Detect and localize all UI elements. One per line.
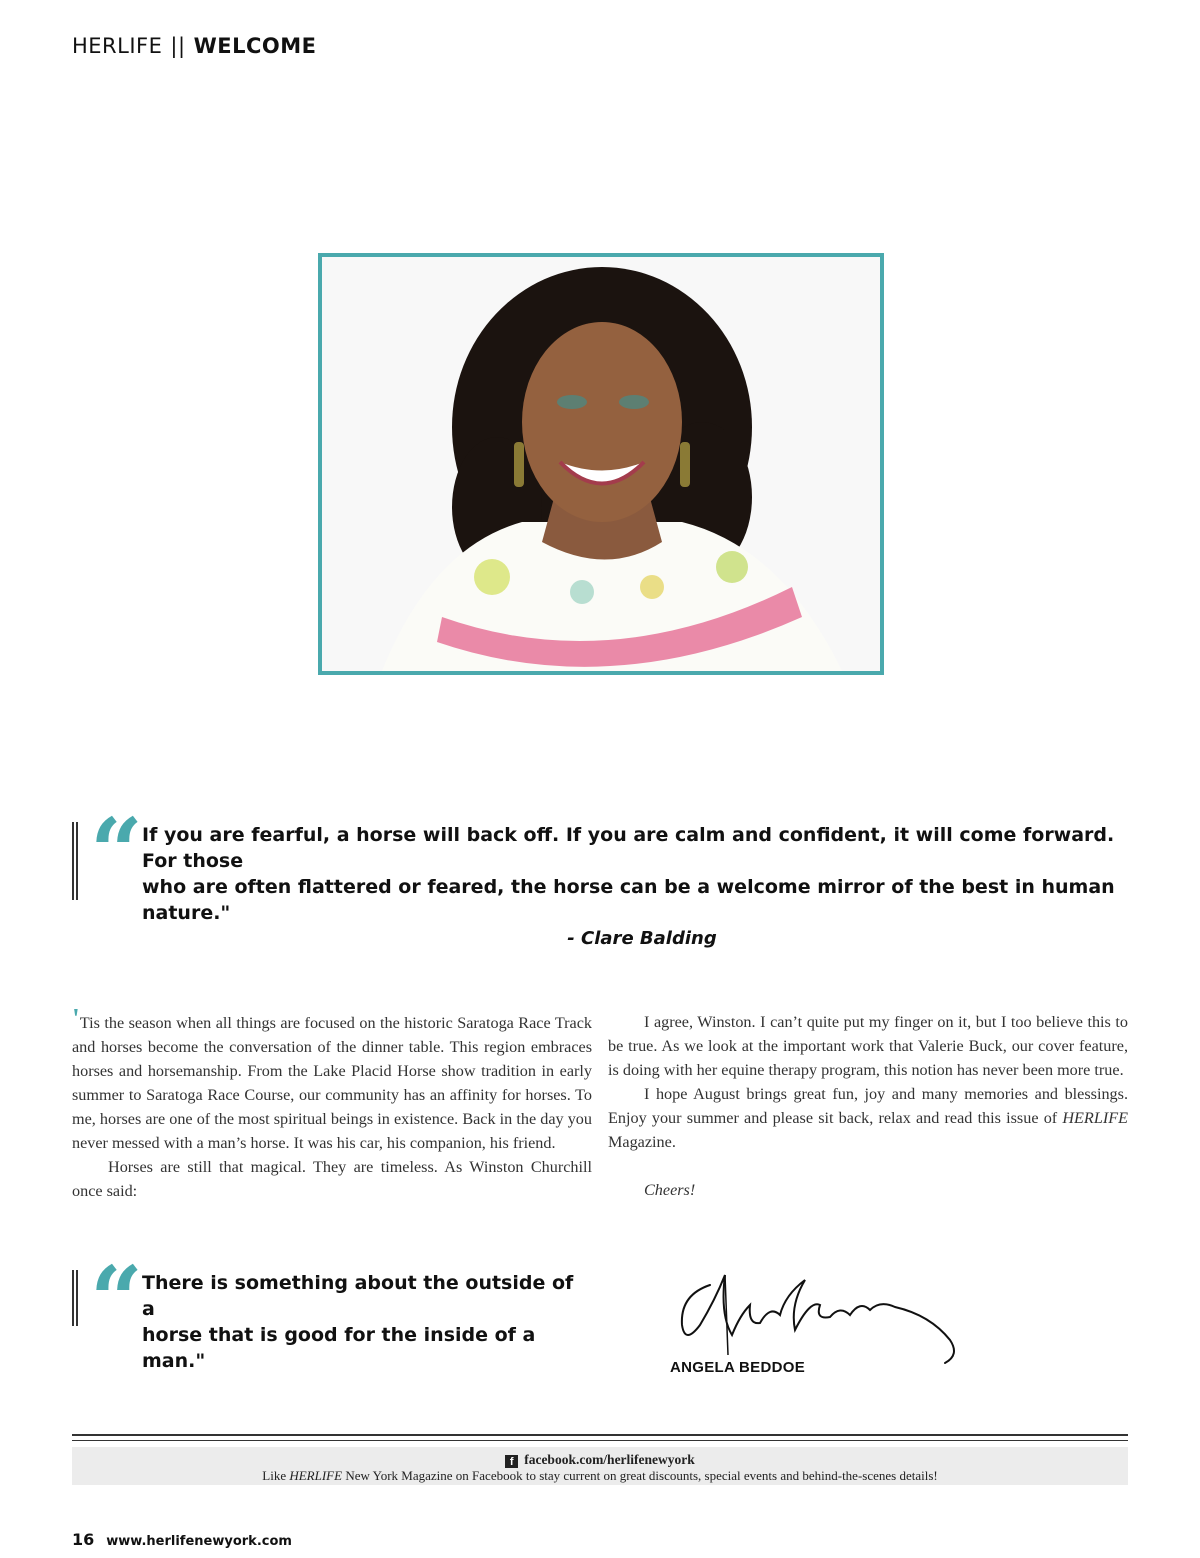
magazine-name-italic: HERLIFE <box>1062 1109 1128 1127</box>
paragraph-text: Tis the season when all things are focused on the historic Saratoga Race Track and horses become the conversation of the dinner table. This region embraces horses and horsemanship. From the Lake Placid Horse show tradition in early summer to Saratoga Race Course, our community has an affinity for horses. To me, horses are one of the most spiritual beings in existence. Back in the day you never messed with a man’s horse. It was his car, his companion, his friend. <box>72 1014 592 1152</box>
handwritten-signature <box>670 1245 970 1370</box>
facebook-line <box>72 1452 1128 1468</box>
section-header <box>72 34 316 58</box>
body-column-right <box>608 1010 1128 1202</box>
promo-text: New York Magazine on Facebook to stay current on great discounts, special events and behind-the-scenes details! <box>342 1468 938 1483</box>
magazine-name: HERLIFE <box>72 34 163 58</box>
editor-portrait-photo <box>318 253 884 675</box>
facebook-promo-text <box>72 1468 1128 1484</box>
quote-line-2: horse that is good for the inside of a man." <box>142 1324 536 1372</box>
quote-line-2: who are often flattered or feared, the horse can be a welcome mirror of the best in human nature." <box>142 876 1115 924</box>
facebook-promo-band <box>72 1447 1128 1485</box>
paragraph-text: I hope August brings great fun, joy and many memories and blessings. Enjoy your summer and please sit back, relax and read this issue of <box>608 1085 1128 1127</box>
quote-author: - Clare Balding <box>567 928 717 949</box>
magazine-name-italic: HERLIFE <box>289 1468 343 1483</box>
section-title: WELCOME <box>193 34 317 58</box>
quote-text <box>142 822 1142 952</box>
quote-rule <box>72 1270 78 1326</box>
drop-cap: ' <box>72 1004 80 1035</box>
page-number: 16 <box>72 1530 95 1549</box>
header-separator: || <box>170 34 186 58</box>
signature-name: ANGELA BEDDOE <box>670 1359 806 1376</box>
body-paragraph: I agree, Winston. I can’t quite put my finger on it, but I too believe this to be true. As we look at the important work that Valerie Buck, our cover feature, is doing with her equine therapy program, this notion has never been more true. <box>608 1013 1128 1079</box>
body-paragraph <box>72 1004 592 1155</box>
body-column-left <box>72 1004 592 1203</box>
quote-line-1: There is something about the outside of a <box>142 1272 574 1320</box>
quote-mark-icon: “ <box>90 1246 143 1354</box>
body-paragraph <box>608 1082 1128 1154</box>
paragraph-text: Magazine. <box>608 1133 676 1151</box>
pull-quote-churchill <box>72 1246 592 1372</box>
quote-rule <box>72 822 78 900</box>
body-paragraph: Horses are still that magical. They are timeless. As Winston Churchill once said: <box>72 1158 592 1200</box>
pull-quote-main <box>72 798 1132 949</box>
footer-divider <box>72 1440 1128 1441</box>
facebook-icon: f <box>505 1455 518 1468</box>
facebook-link[interactable]: facebook.com/herlifenewyork <box>524 1452 695 1467</box>
quote-mark-icon: “ <box>90 798 143 906</box>
page-footer <box>72 1530 292 1549</box>
quote-line-1: If you are fearful, a horse will back off. If you are calm and confident, it will come forward. For those <box>142 824 1115 872</box>
quote-text <box>142 1270 592 1374</box>
footer-divider <box>72 1434 1128 1436</box>
closing-text: Cheers! <box>644 1181 696 1199</box>
promo-text: Like <box>262 1468 290 1483</box>
website-link[interactable]: www.herlifenewyork.com <box>106 1534 292 1549</box>
